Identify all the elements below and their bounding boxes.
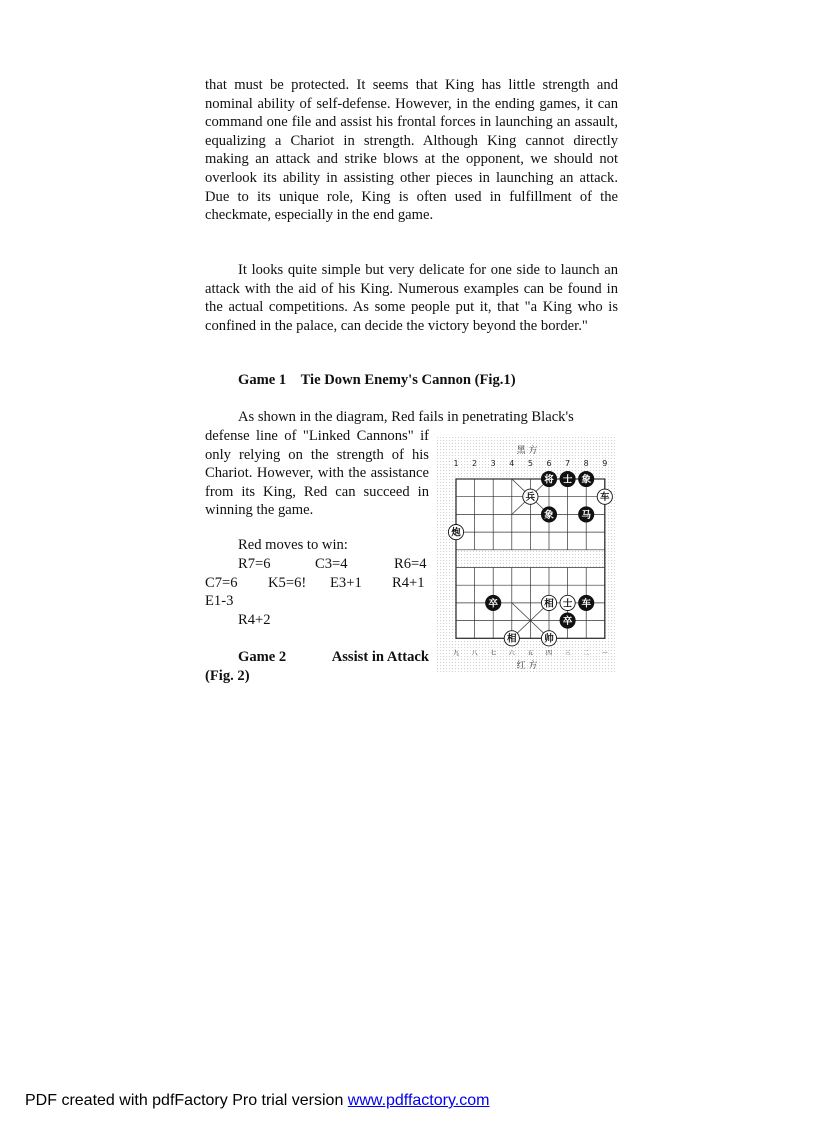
file-number-top: 8 bbox=[583, 459, 589, 468]
move-7: R4+1 bbox=[392, 575, 425, 591]
game1-description: defense line of "Linked Cannons" if only relying on the strength of his Chariot. However, with the assistance from its King, Red can succeed in winning the game. bbox=[205, 428, 429, 519]
game1-heading bbox=[238, 372, 516, 389]
pdf-footer bbox=[25, 1092, 489, 1110]
pdffactory-link[interactable]: www.pdffactory.com bbox=[347, 1092, 490, 1109]
game1-description-line1: As shown in the diagram, Red fails in penetrating Black's bbox=[238, 409, 574, 425]
file-number-bottom: 六 bbox=[508, 650, 515, 657]
black-piece-label: 士 bbox=[562, 474, 573, 486]
file-number-top: 6 bbox=[546, 459, 552, 468]
red-piece-label: 士 bbox=[562, 598, 573, 610]
move-6: E3+1 bbox=[330, 575, 362, 591]
game2-heading-fig: (Fig. 2) bbox=[205, 667, 250, 684]
red-piece-label: 相 bbox=[544, 598, 554, 610]
file-number-top: 7 bbox=[565, 459, 571, 468]
move-1: R7=6 bbox=[238, 556, 271, 572]
red-side-label: 红 方 bbox=[516, 661, 538, 671]
red-piece-label: 炮 bbox=[451, 527, 461, 539]
move-9: R4+2 bbox=[238, 612, 271, 628]
game1-heading-num: Game 1 bbox=[238, 372, 287, 388]
game2-heading-num: Game 2 bbox=[238, 649, 287, 665]
river bbox=[457, 550, 605, 567]
file-number-top: 3 bbox=[490, 459, 496, 468]
file-number-bottom: 九 bbox=[452, 650, 460, 657]
paragraph-king-role: that must be protected. It seems that King has little strength and nominal ability of self-defense. However, in the ending games, it can command one file and assist his frontal forces in launching an assault, equalizing a Chariot in strength. Although King cannot directly making an attack and strike blows at the opponent, we should not overlook its ability in assisting other pieces in launching an attack. Due to its unique role, King is often used in fulfillment of the checkmate, especially in the end game. bbox=[205, 77, 618, 224]
black-side-label: 黑 方 bbox=[516, 446, 538, 456]
file-number-top: 5 bbox=[527, 459, 533, 468]
red-piece-label: 车 bbox=[600, 492, 610, 504]
file-number-bottom: 七 bbox=[490, 650, 497, 657]
file-number-top: 1 bbox=[453, 459, 459, 468]
footer-text: PDF created with pdfFactory Pro trial version bbox=[25, 1092, 348, 1109]
xiangqi-board bbox=[437, 437, 617, 672]
file-number-bottom: 八 bbox=[471, 650, 478, 657]
black-piece-label: 卒 bbox=[562, 616, 573, 627]
paragraph-king-attack: It looks quite simple but very delicate for one side to launch an attack with the aid of his King. Numerous examples can be found in the actual competitions. As some people put it, that "a King who is confined in the palace, can decide the victory beyond the border." bbox=[205, 262, 618, 334]
file-number-bottom: 一 bbox=[601, 650, 608, 657]
file-number-top: 2 bbox=[472, 459, 478, 468]
move-4: C7=6 bbox=[205, 575, 238, 591]
game2-heading-title: Assist in Attack bbox=[331, 649, 429, 665]
xiangqi-diagram bbox=[437, 437, 617, 672]
file-number-top: 4 bbox=[509, 459, 515, 468]
move-3: R6=4 bbox=[394, 556, 427, 572]
move-5: K5=6! bbox=[268, 575, 307, 591]
black-piece-label: 将 bbox=[544, 474, 554, 486]
black-piece-label: 车 bbox=[581, 598, 591, 610]
moves-intro: Red moves to win: bbox=[238, 537, 348, 553]
black-piece-label: 马 bbox=[581, 509, 591, 521]
file-number-top: 9 bbox=[602, 459, 608, 468]
file-number-bottom: 四 bbox=[545, 650, 553, 657]
red-piece-label: 相 bbox=[507, 633, 517, 645]
black-piece-label: 卒 bbox=[488, 598, 498, 610]
move-2: C3=4 bbox=[315, 556, 348, 572]
red-piece-label: 帅 bbox=[544, 633, 554, 645]
red-piece-label: 兵 bbox=[525, 492, 536, 504]
file-number-bottom: 三 bbox=[564, 650, 571, 657]
file-number-bottom: 五 bbox=[527, 650, 534, 657]
black-piece-label: 象 bbox=[581, 474, 591, 486]
black-piece-label: 象 bbox=[544, 509, 554, 521]
file-number-bottom: 二 bbox=[583, 650, 590, 657]
game1-heading-title: Tie Down Enemy's Cannon (Fig.1) bbox=[300, 372, 516, 388]
move-8: E1-3 bbox=[205, 593, 234, 609]
game2-heading bbox=[205, 648, 429, 685]
